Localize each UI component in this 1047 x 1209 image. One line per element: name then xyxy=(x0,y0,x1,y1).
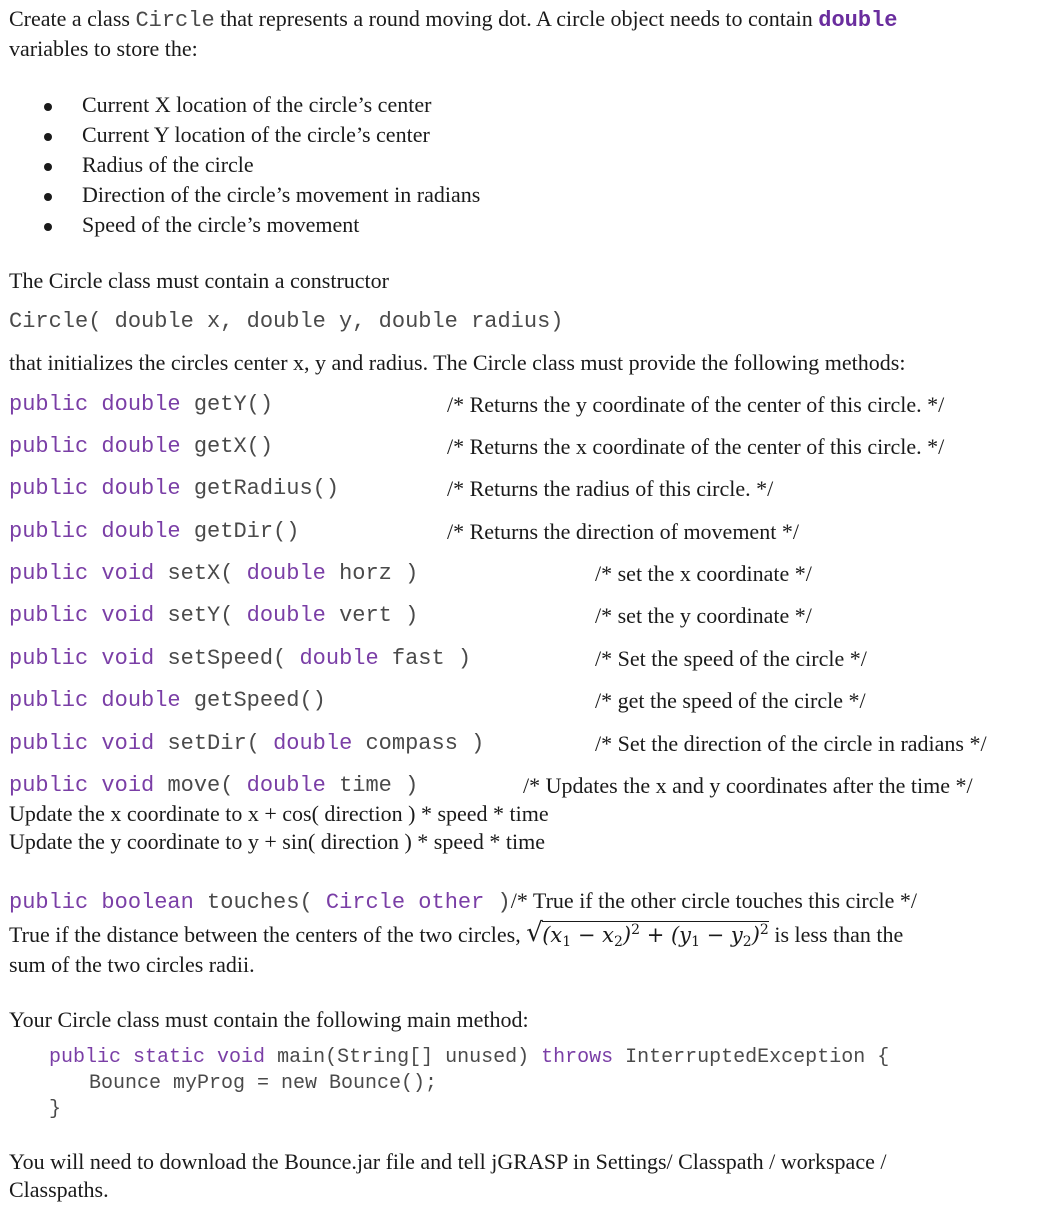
method-comment: /* True if the other circle touches this circle */ xyxy=(510,888,917,913)
bullet-icon xyxy=(44,103,52,111)
method-comment: /* Returns the direction of movement */ xyxy=(447,519,799,544)
intro-line-1: Create a class Circle that represents a round moving dot. A circle object needs to contain double xyxy=(9,6,898,33)
constructor-description: that initializes the circles center x, y and radius. The Circle class must provide the following methods: xyxy=(9,350,906,375)
method-comment: /* Returns the radius of this circle. */ xyxy=(447,476,774,501)
method-comment: /* Updates the x and y coordinates after the time */ xyxy=(523,773,973,798)
method-comment: /* get the speed of the circle */ xyxy=(595,688,866,713)
type-keyword: double xyxy=(818,8,898,33)
method-row: public double getX() /* Returns the x coordinate of the center of this circle. */ xyxy=(9,434,945,459)
touches-method-row: public boolean touches( Circle other )/* True if the other circle touches this circle */ xyxy=(9,888,917,915)
class-name: Circle xyxy=(135,8,215,33)
main-close: } xyxy=(49,1098,62,1121)
distance-formula: √ $(x_1 - x_2)^2 + (y_1 - y_2)^2$ xyxy=(526,918,769,950)
bullet-icon xyxy=(44,193,52,201)
constructor-intro: The Circle class must contain a constructor xyxy=(9,268,389,293)
main-intro: Your Circle class must contain the following main method: xyxy=(9,1007,529,1032)
method-comment: /* set the x coordinate */ xyxy=(595,561,812,586)
method-comment: /* Set the speed of the circle */ xyxy=(595,646,867,671)
bullet-icon xyxy=(44,223,52,231)
move-note-x: Update the x coordinate to x + cos( direction ) * speed * time xyxy=(9,801,549,826)
main-signature: public static void main(String[] unused) throws InterruptedException { xyxy=(49,1046,890,1069)
method-row: public double getRadius() /* Returns the radius of this circle. */ xyxy=(9,476,774,501)
intro-line-2: variables to store the: xyxy=(9,36,198,61)
main-body: Bounce myProg = new Bounce(); xyxy=(89,1072,438,1095)
method-row: public void setDir( double compass ) /* Set the direction of the circle in radians */ xyxy=(9,731,987,756)
move-note-y: Update the y coordinate to y + sin( direction ) * speed * time xyxy=(9,829,545,854)
method-row: public void setX( double horz ) /* set the x coordinate */ xyxy=(9,561,812,586)
bullet-icon xyxy=(44,163,52,171)
method-comment: /* Set the direction of the circle in radians */ xyxy=(595,731,987,756)
method-row: public void setY( double vert ) /* set the y coordinate */ xyxy=(9,603,812,628)
method-row: public double getY() /* Returns the y coordinate of the center of this circle. */ xyxy=(9,392,945,417)
bullet-icon xyxy=(44,133,52,141)
footer-line-1: You will need to download the Bounce.jar file and tell jGRASP in Settings/ Classpath / workspace / xyxy=(9,1149,887,1174)
method-row: public double getSpeed() /* get the speed of the circle */ xyxy=(9,688,866,713)
method-comment: /* Returns the y coordinate of the center of this circle. */ xyxy=(447,392,945,417)
method-comment: /* Returns the x coordinate of the center of this circle. */ xyxy=(447,434,945,459)
constructor-signature: Circle( double x, double y, double radius) xyxy=(9,309,564,334)
touches-description: True if the distance between the centers of the two circles, √ $(x_1 - x_2)^2 + (y_1 - y_2)^2$ is less than the xyxy=(9,918,904,950)
method-row: public double getDir() /* Returns the direction of movement */ xyxy=(9,519,799,544)
footer-line-2: Classpaths. xyxy=(9,1177,109,1202)
method-comment: /* set the y coordinate */ xyxy=(595,603,812,628)
method-row: public void move( double time ) /* Updates the x and y coordinates after the time */ xyxy=(9,773,973,798)
touches-description-2: sum of the two circles radii. xyxy=(9,952,255,977)
method-row: public void setSpeed( double fast ) /* Set the speed of the circle */ xyxy=(9,646,867,671)
